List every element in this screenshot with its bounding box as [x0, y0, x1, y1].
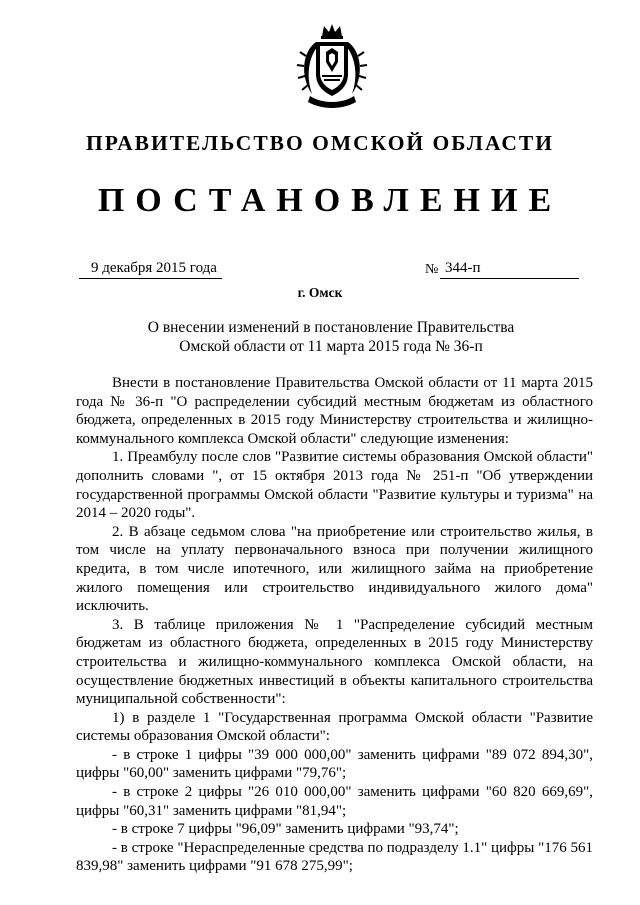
- number-sign: №: [425, 262, 439, 277]
- body-paragraph-2: 2. В абзаце седьмом слова "на приобретение или строительство жилья, в том числе на уплату первоначального взноса при получении жилищного кредита, в том числе ипотечного, или жилищного займа на приобретение жилого помещения или строительство индивидуального жилого дома" исключить.: [76, 523, 593, 615]
- date-field: [79, 260, 222, 279]
- body-paragraph-3-1: 1) в разделе 1 "Государственная программа Омской области "Развитие системы образования Омской области":: [76, 709, 593, 745]
- document-date: 9 декабря 2015 года: [91, 260, 217, 276]
- document-subject: [0, 318, 640, 356]
- body-paragraph-row-1: - в строке 1 цифры "39 000 000,00" заменить цифрами "89 072 894,30", цифры "60,00" заменить цифрами "79,76";: [76, 746, 593, 782]
- body-paragraph-unallocated: - в строке "Нераспределенные средства по подразделу 1.1" цифры "176 561 839,98" заменить цифрами "91 678 275,99";: [76, 839, 593, 875]
- coat-of-arms-icon: [296, 22, 368, 110]
- body-paragraph-intro: Внести в постановление Правительства Омской области от 11 марта 2015 года № 36-п "О распределении субсидий местным бюджетам из областного бюджета, определенных в 2015 году Министерству строительства и жилищно-коммунального комплекса Омской области" следующие изменения:: [76, 375, 593, 447]
- document-type-title: ПОСТАНОВЛЕНИЕ: [97, 182, 563, 219]
- city: г. Омск: [297, 285, 343, 300]
- body-paragraph-row-2: - в строке 2 цифры "26 010 000,00" заменить цифрами "60 820 669,69", цифры "60,31" заменить цифрами "81,94";: [76, 784, 593, 819]
- document-number: 344-п: [445, 260, 481, 276]
- organization-title: ПРАВИТЕЛЬСТВО ОМСКОЙ ОБЛАСТИ: [86, 131, 554, 155]
- body-paragraph-1: 1. Преамбулу после слов "Развитие системы образования Омской области" дополнить словами ", от 15 октября 2013 года № 251-п "Об утверждении государственной программы Омской области "Развитие культуры и туризма" на 2014 – 2020 годы".: [76, 449, 593, 522]
- subject-line-1: О внесении изменений в постановление Правительства: [147, 319, 515, 336]
- document-body: [76, 374, 593, 876]
- body-paragraph-3: 3. В таблице приложения № 1 "Распределение субсидий местным бюджетам из областного бюджета, определенных в 2015 году Министерству строительства и жилищно-коммунального комплекса Омской области, на осуществление бюджетных инвестиций в объекты капитального строительства муниципальной собственности":: [76, 616, 593, 708]
- subject-line-2: Омской области от 11 марта 2015 года № 36-п: [179, 338, 483, 355]
- number-field: [440, 260, 579, 279]
- body-paragraph-row-7: - в строке 7 цифры "96,09" заменить цифрами "93,74";: [112, 821, 459, 838]
